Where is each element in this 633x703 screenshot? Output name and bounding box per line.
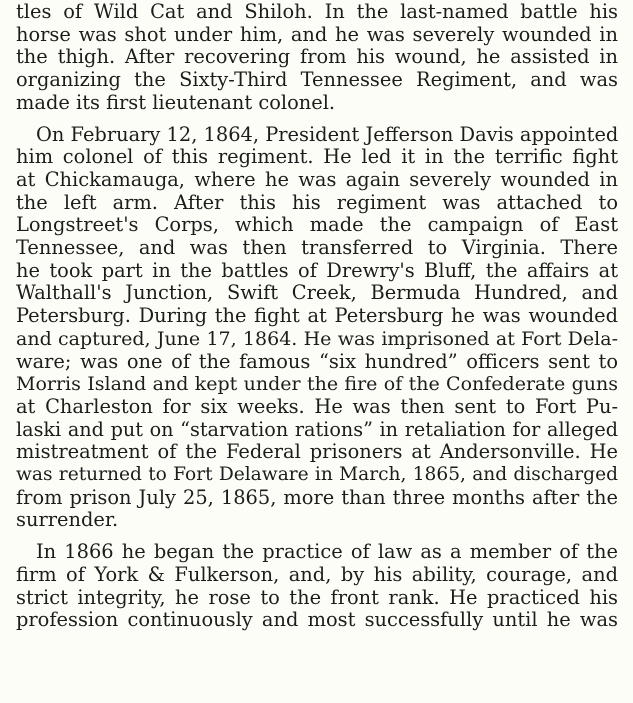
- text-line: strict integrity, he rose to the front rank. He practiced his: [16, 585, 618, 609]
- text-line: the left arm. After this his regiment was attached to: [16, 190, 618, 214]
- text-line: and captured, June 17, 1864. He was imprisoned at Fort Dela-: [16, 327, 618, 350]
- text-line: On February 12, 1864, President Jefferson Davis appointed: [36, 122, 619, 146]
- text-line: at Charleston for six weeks. He was then sent to Fort Pu-: [16, 394, 618, 418]
- text-line: Tennessee, and was then transferred to Virginia. There: [16, 236, 618, 260]
- text-line: surrender.: [16, 508, 119, 532]
- text-line: In 1866 he began the practice of law as a member of the: [36, 540, 618, 564]
- text-line: horse was shot under him, and he was severely wounded in: [16, 22, 618, 46]
- text-line: Morris Island and kept under the fire of the Confederate guns: [16, 373, 618, 396]
- text-line: tles of Wild Cat and Shiloh. In the last-named battle his: [16, 0, 618, 23]
- text-line: from prison July 25, 1865, more than three months after the: [16, 485, 618, 509]
- text-line: firm of York & Fulkerson, and, by his ability, courage, and: [16, 562, 618, 586]
- text-line: the thigh. After recovering from his wound, he assisted in: [16, 45, 618, 69]
- book-page: [16, 1, 618, 632]
- text-line: ware; was one of the famous “six hundred” officers sent to: [16, 349, 618, 373]
- paragraph-3: [16, 541, 618, 632]
- text-line: Petersburg. During the fight at Petersburg he was wounded: [16, 304, 618, 328]
- text-line: mistreatment of the Federal prisoners at Andersonville. He: [16, 440, 618, 464]
- text-line: made its first lieutenant colonel.: [16, 90, 336, 114]
- paragraph-2: [16, 124, 618, 533]
- text-line: profession continuously and most successfully until he was: [16, 608, 618, 632]
- text-line: was returned to Fort Delaware in March, 1865, and discharged: [16, 464, 618, 486]
- text-line: he took part in the battles of Drewry's Bluff, the affairs at: [16, 258, 618, 282]
- text-line: organizing the Sixty-Third Tennessee Regiment, and was: [16, 68, 618, 92]
- text-line: at Chickamauga, where he was again severely wounded in: [16, 167, 618, 191]
- text-line: Longstreet's Corps, which made the campaign of East: [16, 213, 618, 237]
- text-line: laski and put on “starvation rations” in retaliation for alleged: [16, 417, 618, 441]
- text-line: him colonel of this regiment. He led it in the terrific fight: [16, 145, 618, 169]
- text-line: Walthall's Junction, Swift Creek, Bermuda Hundred, and: [16, 281, 618, 305]
- paragraph-1: [16, 1, 618, 115]
